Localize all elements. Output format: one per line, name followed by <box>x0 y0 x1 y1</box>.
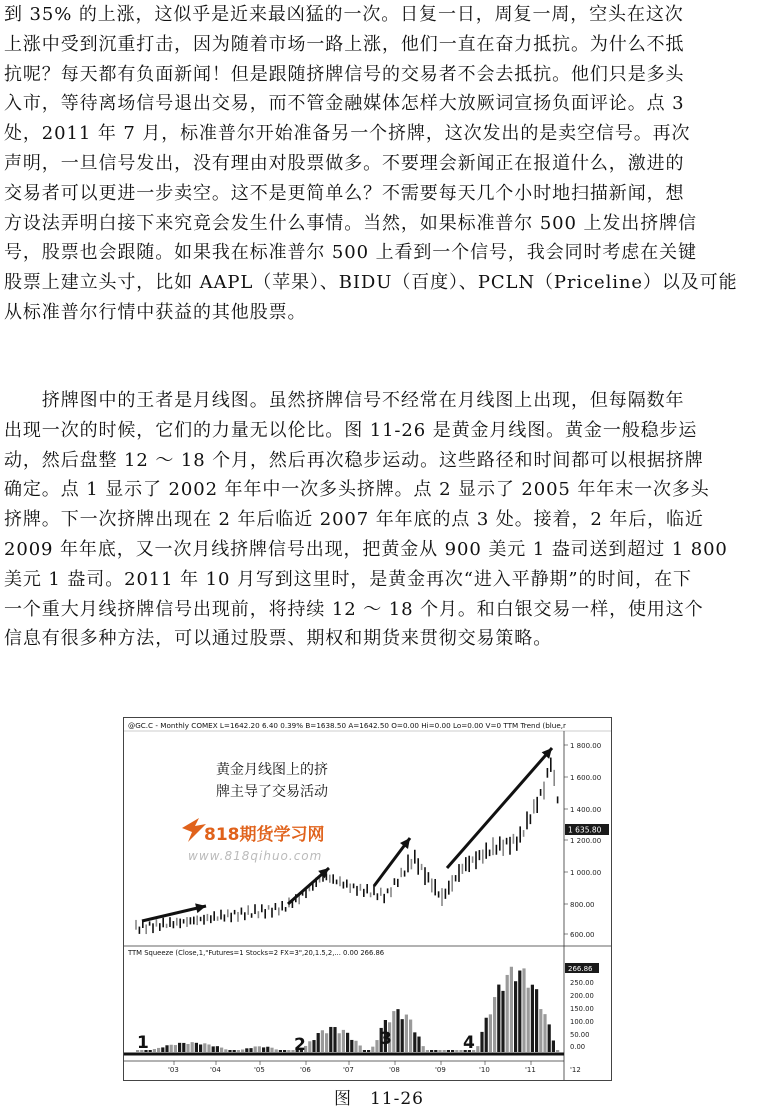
histogram-bar <box>233 1050 236 1052</box>
x-axis-label: '08 <box>389 1066 400 1074</box>
histogram-bar <box>249 1048 252 1052</box>
histogram-bar <box>325 1033 328 1052</box>
histogram-bar <box>191 1042 194 1052</box>
chart-svg <box>124 718 611 1080</box>
paragraph-2-line: 信息有很多种方法，可以通过股票、期权和期货来贯彻交易策略。 <box>4 628 553 650</box>
histogram-bar <box>447 1050 450 1052</box>
histogram-bar <box>405 1015 408 1052</box>
histogram-bar <box>195 1043 198 1052</box>
histogram-bar <box>216 1046 219 1052</box>
histogram-bar <box>430 1050 433 1052</box>
histogram-bar <box>254 1046 257 1052</box>
price-axis <box>564 742 601 939</box>
histogram-bar <box>413 1032 416 1052</box>
squeeze-point-2: 2 <box>294 1035 306 1055</box>
histogram-bar <box>157 1048 160 1052</box>
paragraph-1-line: 到 35% 的上涨，这似乎是近来最凶猛的一次。日复一日，周复一周，空头在这次 <box>4 4 684 25</box>
paragraph-1-line: 入市，等待离场信号退出交易，而不管金融媒体怎样大放厥词宣扬负面评论。点 3 <box>4 93 685 115</box>
histogram-bar <box>279 1050 282 1052</box>
histogram-bar <box>417 1037 420 1052</box>
histogram-bar <box>342 1030 345 1052</box>
paragraph-1-line: 交易者可以更进一步卖空。这不是更简单么？不需要每天几个小时地扫描新闻，想 <box>4 182 685 204</box>
histogram-bar <box>371 1047 374 1052</box>
histogram-bar <box>556 1050 559 1052</box>
paragraph-1-line: 方设法弄明白接下来究竟会发生什么事情。当然，如果标准普尔 500 上发出挤牌信 <box>4 212 697 234</box>
histogram-bar <box>497 985 500 1052</box>
figure-caption: 图 11-26 <box>333 1089 424 1109</box>
histogram-bar <box>363 1050 366 1052</box>
histogram-bar <box>354 1041 357 1052</box>
histogram-bar <box>552 1040 555 1052</box>
histogram-bar <box>535 989 538 1052</box>
x-axis-label: '03 <box>168 1066 179 1074</box>
histogram-bar <box>527 988 530 1052</box>
paragraph-1-line: 上涨中受到沉重打击，因为随着市场一路上涨，他们一直在奋力抵抗。为什么不抵 <box>4 33 685 55</box>
histogram-bar <box>506 975 509 1052</box>
histogram-bar <box>283 1050 286 1052</box>
squeeze-point-4: 4 <box>463 1033 475 1053</box>
paragraph-2-line: 挤牌。下一次挤牌出现在 2 年后临近 2007 年年底的点 3 处。接着，2 年后，临近 <box>4 509 704 531</box>
paragraph-1-line: 号，股票也会跟随。如果我在标准普尔 500 上看到一个信号，我会同时考虑在关键 <box>4 242 697 264</box>
price-axis-label: 1 000.00 <box>570 869 602 877</box>
x-axis-label: '04 <box>210 1066 221 1074</box>
histogram-bar <box>409 1020 412 1052</box>
squeeze-point-1: 1 <box>137 1033 149 1053</box>
histogram-bar <box>258 1046 261 1052</box>
histogram-bar <box>476 1046 479 1052</box>
histogram-bar <box>321 1030 324 1052</box>
indicator-axis-label: 50.00 <box>570 1031 590 1039</box>
histogram-bar <box>170 1045 173 1052</box>
x-axis-label: '12 <box>570 1066 581 1074</box>
histogram-bar <box>317 1033 320 1052</box>
indicator-axis-label: 150.00 <box>570 1005 594 1013</box>
paragraph-2 <box>4 386 754 654</box>
histogram-bar <box>338 1033 341 1052</box>
histogram-bar <box>266 1047 269 1052</box>
watermark-title: 818期货学习网 <box>204 825 325 845</box>
x-axis-label: '07 <box>343 1066 354 1074</box>
histogram-bar <box>422 1046 425 1052</box>
indicator-header: TTM Squeeze (Close,1,"Futures=1 Stocks=2 FX=3",20,1.5,2,... 0.00 266.86 <box>128 949 385 957</box>
x-axis-labels <box>168 1061 581 1074</box>
paragraph-2-line: 挤牌图中的王者是月线图。虽然挤牌信号不经常在月线图上出现，但每隔数年 <box>4 390 685 411</box>
paragraph-2-line: 美元 1 盎司。2011 年 10 月写到这里时，是黄金再次“进入平静期”的时间，在下 <box>4 568 692 590</box>
x-axis-label: '05 <box>254 1066 265 1074</box>
histogram-bar <box>485 1018 488 1052</box>
histogram-bar <box>245 1048 248 1052</box>
squeeze-histogram <box>136 967 559 1052</box>
histogram-bar <box>401 1019 404 1052</box>
paragraph-2-line: 出现一次的时候，它们的力量无以伦比。图 11-26 是黄金月线图。黄金一般稳步运 <box>4 419 698 441</box>
histogram-bar <box>451 1050 454 1052</box>
histogram-bar <box>212 1046 215 1052</box>
histogram-bar <box>510 967 513 1052</box>
histogram-bar <box>501 991 504 1052</box>
price-axis-label: 600.00 <box>570 931 595 939</box>
histogram-bar <box>270 1048 273 1052</box>
histogram-bar <box>359 1046 362 1052</box>
histogram-bar <box>241 1049 244 1052</box>
histogram-bar <box>346 1033 349 1052</box>
paragraph-1-line: 处，2011 年 7 月，标准普尔开始准备另一个挤牌，这次发出的是卖空信号。再次 <box>4 123 691 145</box>
histogram-bar <box>396 1009 399 1052</box>
histogram-bar <box>375 1040 378 1052</box>
x-axis-label: '11 <box>525 1066 536 1074</box>
histogram-bar <box>443 1050 446 1052</box>
histogram-bar <box>165 1045 168 1052</box>
histogram-bar <box>392 1011 395 1052</box>
indicator-axis-label: 200.00 <box>570 992 594 1000</box>
watermark-url: www.818qihuo.com <box>188 849 323 863</box>
paragraph-2-line: 一个重大月线挤牌信号出现前，将持续 12 ～ 18 个月。和白银交易一样，使用这个 <box>4 598 704 620</box>
histogram-bar <box>207 1044 210 1052</box>
histogram-bar <box>514 981 517 1052</box>
histogram-bar <box>434 1050 437 1052</box>
annotation-line-2: 牌主导了交易活动 <box>216 784 328 800</box>
squeeze-point-3: 3 <box>380 1029 392 1049</box>
histogram-bar <box>539 1009 542 1052</box>
x-axis-label: '09 <box>435 1066 446 1074</box>
histogram-bar <box>153 1049 156 1052</box>
histogram-bar <box>220 1048 223 1052</box>
histogram-bar <box>426 1050 429 1052</box>
price-axis-label: 1 200.00 <box>570 837 602 845</box>
annotation-line-1: 黄金月线图上的挤 <box>216 762 328 778</box>
paragraph-1-line: 股票上建立头寸，比如 AAPL（苹果）、BIDU（百度）、PCLN（Priceline）以及可能 <box>4 272 738 294</box>
histogram-bar <box>548 1024 551 1052</box>
histogram-bar <box>329 1027 332 1052</box>
indicator-axis-label: 0.00 <box>570 1043 586 1051</box>
histogram-bar <box>182 1043 185 1052</box>
histogram-bar <box>455 1050 458 1052</box>
histogram-bar <box>493 997 496 1052</box>
paragraph-2-line: 动，然后盘整 12 ～ 18 个月，然后再次稳步运动。这些路径和时间都可以根据挤牌 <box>4 449 704 471</box>
histogram-bar <box>543 1014 546 1052</box>
price-axis-label: 800.00 <box>570 901 595 909</box>
x-axis-label: '10 <box>479 1066 490 1074</box>
gold-monthly-chart-figure <box>123 717 612 1081</box>
watermark-flame-icon <box>182 818 206 842</box>
histogram-bar <box>480 1032 483 1052</box>
histogram-bar <box>262 1047 265 1052</box>
histogram-bar <box>438 1050 441 1052</box>
histogram-bar <box>161 1047 164 1052</box>
price-axis-label: 1 400.00 <box>570 806 602 814</box>
x-axis-label: '06 <box>300 1066 311 1074</box>
histogram-bar <box>237 1050 240 1052</box>
histogram-bar <box>531 985 534 1052</box>
paragraph-1-line: 抗呢？每天都有负面新闻！但是跟随挤牌信号的交易者不会去抵抗。他们只是多头 <box>4 63 685 85</box>
indicator-axis-label: 100.00 <box>570 1018 594 1026</box>
histogram-bar <box>287 1050 290 1052</box>
histogram-bar <box>367 1050 370 1052</box>
histogram-bar <box>228 1050 231 1052</box>
indicator-value-label: 266.86 <box>568 965 593 973</box>
paragraph-2-line: 2009 年年底，又一次月线挤牌信号出现，把黄金从 900 美元 1 盎司送到超过 1 800 <box>4 538 728 560</box>
price-axis-label: 1 600.00 <box>570 774 602 782</box>
histogram-bar <box>203 1043 206 1052</box>
histogram-bar <box>333 1027 336 1052</box>
paragraph-1-line: 声明，一旦信号发出，没有理由对股票做多。不要理会新闻正在报道什么，激进的 <box>4 152 685 174</box>
price-axis-label: 1 800.00 <box>570 742 602 750</box>
current-price-label: 1 635.80 <box>568 825 602 835</box>
histogram-bar <box>178 1043 181 1052</box>
histogram-bar <box>224 1049 227 1052</box>
paragraph-1 <box>4 0 754 328</box>
histogram-bar <box>174 1045 177 1052</box>
histogram-bar <box>312 1040 315 1052</box>
histogram-bar <box>149 1050 152 1052</box>
histogram-bar <box>199 1044 202 1052</box>
histogram-bar <box>350 1040 353 1052</box>
histogram-bar <box>308 1041 311 1052</box>
histogram-bar <box>489 1014 492 1052</box>
histogram-bar <box>275 1049 278 1052</box>
indicator-axis-label: 250.00 <box>570 979 594 987</box>
histogram-bar <box>518 971 521 1052</box>
paragraph-2-line: 确定。点 1 显示了 2002 年年中一次多头挤牌。点 2 显示了 2005 年年末一次多头 <box>4 479 710 501</box>
histogram-bar <box>522 968 525 1052</box>
histogram-bar <box>186 1044 189 1052</box>
chart-header-text: @GC.C - Monthly COMEX L=1642.20 6.40 0.39% B=1638.50 A=1642.50 O=0.00 Hi=0.00 Lo=0.00 V=0 TTM Trend (blue,r <box>128 721 567 730</box>
paragraph-1-line: 从标准普尔行情中获益的其他股票。 <box>4 301 307 323</box>
indicator-axis <box>570 979 594 1051</box>
watermark-logo <box>182 818 325 863</box>
